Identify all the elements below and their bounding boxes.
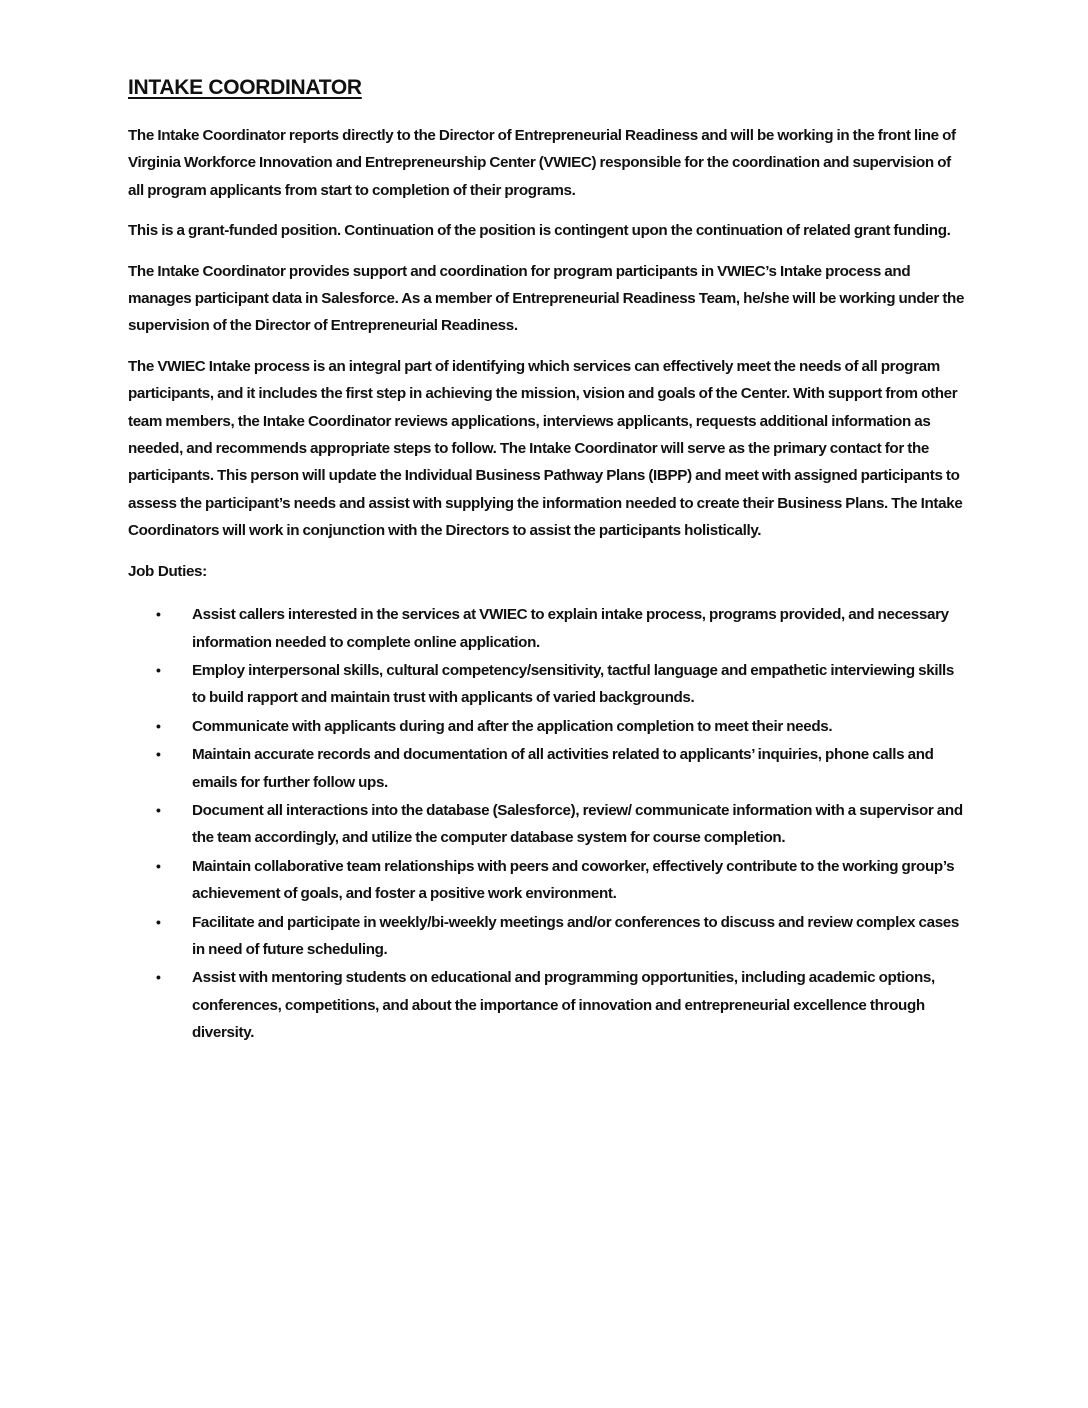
job-duties-list bbox=[128, 601, 968, 1047]
duty-text: Assist callers interested in the services at VWIEC to explain intake process, programs provided, and necessary information needed to complete online application. bbox=[192, 606, 949, 651]
duty-text: Document all interactions into the database (Salesforce), review/ communicate information with a supervisor and the team accordingly, and utilize the computer database system for course completion. bbox=[192, 801, 963, 847]
bullet-icon: • bbox=[156, 801, 161, 818]
document-page bbox=[128, 72, 968, 1048]
list-item bbox=[128, 713, 968, 740]
list-item bbox=[128, 741, 968, 796]
bullet-icon: • bbox=[156, 857, 161, 874]
bullet-icon: • bbox=[156, 661, 161, 678]
duty-text: Maintain accurate records and documentation of all activities related to applicants’ inquiries, phone calls and emails for further follow ups. bbox=[192, 746, 934, 791]
duty-text: Assist with mentoring students on educational and programming opportunities, including academic options, conferences, competitions, and about the importance of innovation and entrepreneurial excellence through diversity. bbox=[192, 969, 935, 1042]
document-title: INTAKE COORDINATOR bbox=[128, 76, 362, 99]
list-item bbox=[128, 964, 968, 1046]
paragraph-intake-process: The VWIEC Intake process is an integral part of identifying which services can effectively meet the needs of all program participants, and it includes the first step in achieving the mission, vision and goals of the Center. With support from other team members, the Intake Coordinator reviews applications, interviews applicants, requests additional information as needed, and recommends appropriate steps to follow. The Intake Coordinator will serve as the primary contact for the participants. This person will update the Individual Business Pathway Plans (IBPP) and meet with assigned participants to assess the participant’s needs and assist with supplying the information needed to create their Business Plans. The Intake Coordinators will work in conjunction with the Directors to assist the participants holistically. bbox=[128, 357, 963, 540]
duty-text: Employ interpersonal skills, cultural competency/sensitivity, tactful language and empathetic interviewing skills to build rapport and maintain trust with applicants of varied backgrounds. bbox=[192, 661, 955, 707]
paragraph-reporting: The Intake Coordinator reports directly to the Director of Entrepreneurial Readiness and will be working in the front line of Virginia Workforce Innovation and Entrepreneurship Center (VWIEC) responsible for the coordination and supervision of all program applicants from start to completion of their programs. bbox=[128, 127, 956, 199]
bullet-icon: • bbox=[156, 913, 161, 930]
list-item bbox=[128, 601, 968, 656]
bullet-icon: • bbox=[156, 746, 161, 763]
list-item bbox=[128, 797, 968, 852]
job-duties-heading: Job Duties: bbox=[128, 562, 207, 580]
bullet-icon: • bbox=[156, 717, 161, 734]
bullet-icon: • bbox=[156, 606, 161, 623]
paragraph-support: The Intake Coordinator provides support and coordination for program participants in VWIEC’s Intake process and manages participant data in Salesforce. As a member of Entrepreneurial Readiness Team, he/she will be working under the supervision of the Director of Entrepreneurial Readiness. bbox=[128, 262, 965, 335]
duty-text: Facilitate and participate in weekly/bi-weekly meetings and/or conferences to discuss and review complex cases in need of future scheduling. bbox=[192, 913, 959, 958]
list-item bbox=[128, 909, 968, 964]
list-item bbox=[128, 657, 968, 712]
bullet-icon: • bbox=[156, 969, 161, 986]
duty-text: Communicate with applicants during and after the application completion to meet their needs. bbox=[192, 717, 833, 735]
list-item bbox=[128, 853, 968, 908]
duty-text: Maintain collaborative team relationships with peers and coworker, effectively contribute to the working group’s achievement of goals, and foster a positive work environment. bbox=[192, 857, 955, 903]
paragraph-funding: This is a grant-funded position. Continuation of the position is contingent upon the continuation of related grant funding. bbox=[128, 222, 951, 240]
